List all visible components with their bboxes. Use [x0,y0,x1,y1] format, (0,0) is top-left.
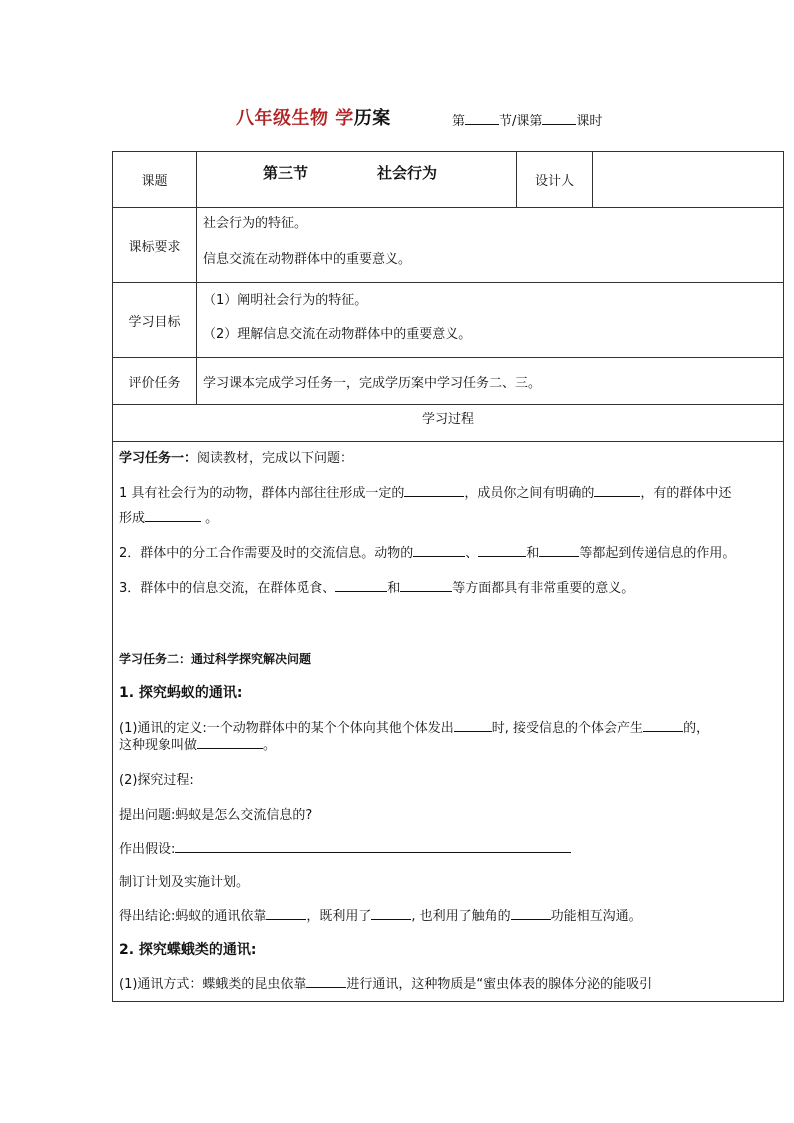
task1-heading-rest: 阅读教材，完成以下问题： [197,451,354,466]
task1-q1-line1 [119,482,731,501]
task2-sub2: 2. 探究蝶蛾类的通讯: [119,942,257,958]
task1-q3 [119,577,634,596]
task2-hypothesis [119,838,571,857]
goal-label: 学习目标 [113,283,197,358]
concl-blank-2[interactable] [371,906,411,920]
moth-blank-1[interactable] [306,974,346,988]
q2-blank-3[interactable] [539,543,579,557]
q1-text-d: 形成 [119,511,146,526]
content-cell [113,442,784,1002]
task2-plan: 制订计划及实施计划。 [119,875,250,890]
q3-text-c: 等方面都具有非常重要的意义。 [452,581,635,596]
def-blank-2[interactable] [643,718,683,732]
task1-heading-bold: 学习任务一： [119,451,198,466]
standard-line-1: 社会行为的特征。 [203,216,308,231]
q3-text-b: 和 [387,581,401,596]
goal-cell [197,283,784,358]
process-title: 学习过程 [113,405,784,442]
q2-text-d: 等都起到传递信息的作用。 [579,546,736,561]
standard-line-2: 信息交流在动物群体中的重要意义。 [203,252,412,267]
period-text-1: 第 [452,114,466,129]
moth-text-b: 进行通讯，这种物质是“蜜虫体表的腺体分泌的能吸引 [346,977,653,992]
topic-row [113,152,784,208]
moth-text-a: (1)通讯方式：蝶蛾类的昆虫依靠 [119,977,307,992]
section-blank[interactable] [465,112,499,125]
q2-text-a: 2．群体中的分工合作需要及时的交流信息。动物的 [119,546,414,561]
q2-blank-2[interactable] [478,543,526,557]
process-row [113,405,784,442]
title-grade: 八年级 [236,108,292,129]
document-title [236,104,391,130]
q3-blank-2[interactable] [400,578,452,592]
def-text-b: 时, 接受信息的个体会产生 [491,721,644,736]
task1-heading [119,447,353,466]
q2-text-b: 、 [465,546,479,561]
q1-blank-1[interactable] [404,483,464,497]
def-blank-3[interactable] [197,735,263,749]
def-text-d: 这种现象叫做 [119,738,198,753]
eval-row [113,358,784,405]
title-subject: 生物 [291,108,329,129]
title-history: 历 [353,108,373,129]
content-row [113,442,784,1002]
concl-text-a: 得出结论:蚂蚁的通讯依靠 [119,909,267,924]
eval-text: 学习课本完成学习任务一，完成学历案中学习任务二、三。 [203,376,542,391]
standard-cell [197,208,784,283]
q1-text-c: ，有的群体中还 [640,486,732,501]
title-case: 案 [372,108,391,129]
page-header [0,104,794,134]
task1-q1-line2 [119,507,218,526]
designer-value[interactable] [593,152,784,208]
concl-blank-1[interactable] [266,906,306,920]
q1-blank-3[interactable] [145,508,201,522]
concl-blank-3[interactable] [511,906,551,920]
eval-label: 评价任务 [113,358,197,405]
concl-text-b: ，既利用了 [306,909,372,924]
concl-text-c: , 也利用了触角的 [411,909,511,924]
lesson-blank[interactable] [542,112,576,125]
q1-text-b: ，成员你之间有明确的 [464,486,595,501]
standard-label: 课标要求 [113,208,197,283]
q2-text-c: 和 [526,546,540,561]
q3-text-a: 3．群体中的信息交流，在群体觅食、 [119,581,336,596]
period-text-2: 节/课第 [499,114,543,129]
lesson-table [112,151,784,1002]
q3-blank-1[interactable] [335,578,387,592]
goal-row [113,283,784,358]
topic-section: 第三节 [263,164,309,182]
q1-text-a: 1 具有社会行为的动物，群体内部往往形成一定的 [119,486,405,501]
task2-sub1: 1. 探究蚂蚁的通讯: [119,685,243,701]
hypothesis-blank[interactable] [175,839,571,853]
topic-cell [197,152,517,208]
def-text-c: 的， [683,721,710,736]
concl-text-d: 功能相互沟通。 [550,909,642,924]
q1-blank-2[interactable] [594,483,640,497]
designer-label: 设计人 [517,152,593,208]
goal-line-1: （1）阐明社会行为的特征。 [203,293,368,308]
def-blank-1[interactable] [454,718,492,732]
hypothesis-label: 作出假设: [119,842,176,857]
q1-text-e: 。 [201,511,219,526]
title-study: 学 [328,108,354,129]
task2-process: (2)探究过程: [119,773,194,788]
task2-question: 提出问题:蚂蚁是怎么交流信息的? [119,808,313,823]
eval-cell [197,358,784,405]
topic-name: 社会行为 [377,164,438,182]
def-text-a: (1)通讯的定义:一个动物群体中的某个个体向其他个体发出 [119,721,454,736]
def-text-e: 。 [263,738,277,753]
period-text-3: 课时 [576,114,603,129]
lesson-period [452,110,602,129]
goal-line-2: （2）理解信息交流在动物群体中的重要意义。 [203,327,472,342]
task2-heading: 学习任务二：通过科学探究解决问题 [119,652,312,666]
q2-blank-1[interactable] [413,543,465,557]
task2-conclusion [119,905,642,924]
topic-label: 课题 [113,152,197,208]
task1-q2 [119,542,735,561]
standard-row [113,208,784,283]
task2-moth [119,973,652,992]
task2-def-line2 [119,734,276,753]
